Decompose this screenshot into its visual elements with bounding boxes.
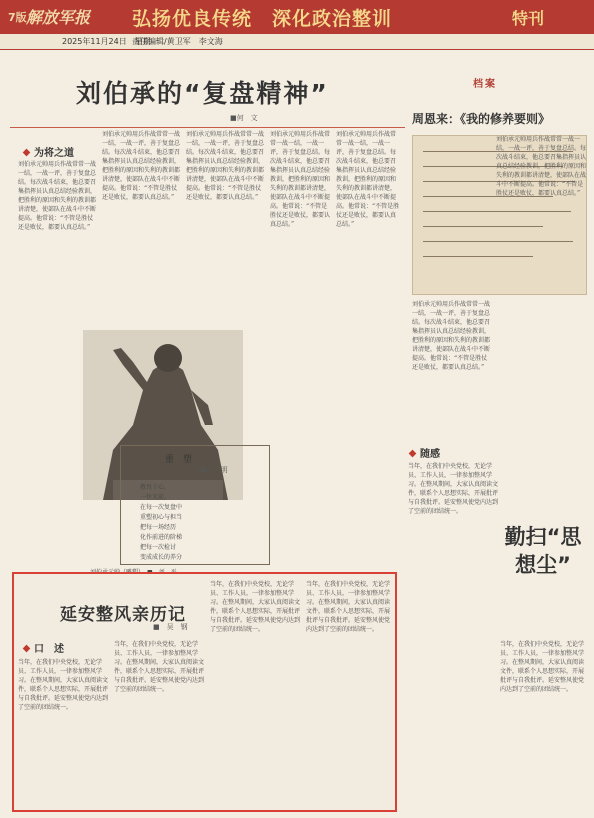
highlight-article-author: ■ 吴 钢 <box>153 623 188 631</box>
essay-body: 当年，在我们中央党校，无论学员、工作人员，一律参加整风学习。在整风期间，大家认真阅读文件，联系个人思想实际，开展批评与自我批评。延安整风使党内达到了空前的团结统一。 <box>408 463 499 515</box>
poem-line: 把每一次检讨 <box>140 544 177 551</box>
main-article-body-col1: 刘伯承元帅用兵作战常常一战一结，一战一评，善于复盘总结。每次战斗结束，他总要召集指挥员认真总结经验教训，把胜利的原因和失利的教训都讲清楚，使部队在战斗中不断提高。他常说：“不管是胜仗还是败仗，都要认真总结。” <box>18 161 97 231</box>
paper-name: 解放军报 <box>26 8 91 27</box>
editor-line: 责任编辑/黄卫军 李文海 <box>132 37 223 46</box>
highlight-body-col1: 当年，在我们中央党校，无论学员、工作人员，一律参加整风学习。在整风期间，大家认真阅读文件，联系个人思想实际，开展批评与自我批评。延安整风使党内达到了空前的团结统一。 <box>18 659 109 711</box>
poem-author: ■宁 明 <box>200 466 228 474</box>
poem-line: 在每一次复盘中 <box>140 504 183 511</box>
main-article-body-col2: 刘伯承元帅用兵作战常常一战一结，一战一评，善于复盘总结。每次战斗结束，他总要召集指挥员认真总结经验教训，把胜利的原因和失利的教训都讲清楚，使部队在战斗中不断提高。他常说：“不管是胜仗还是败仗，都要认真总结。” <box>102 131 181 201</box>
highlight-article-title: 延安整风亲历记 <box>60 605 186 625</box>
essay-title: 勤扫“思想尘” <box>504 525 582 577</box>
main-section-heading: 为将之道 <box>22 144 74 159</box>
highlight-body-col3: 当年，在我们中央党校，无论学员、工作人员，一律参加整风学习。在整风期间，大家认真阅读文件，联系个人思想实际，开展批评与自我批评。延安整风使党内达到了空前的团结统一。 <box>210 581 301 633</box>
poem-line: 敬畏于心， <box>140 484 171 491</box>
masthead-slogan: 弘扬优良传统 深化政治整训 <box>132 8 393 30</box>
poem-line: 重塑初心与担当 <box>140 514 183 521</box>
masthead <box>0 0 594 34</box>
highlight-body-col4: 当年，在我们中央党校，无论学员、工作人员，一律参加整风学习。在整风期间，大家认真阅读文件，联系个人思想实际，开展批评与自我批评。延安整风使党内达到了空前的团结统一。 <box>306 581 391 633</box>
page-number: 7版 <box>8 11 27 24</box>
right-article-title: 周恩来：《我的修养要则》 <box>412 112 551 126</box>
special-label: 特刊 <box>512 9 545 28</box>
highlight-section-heading: 口 述 <box>22 640 64 655</box>
poem-line: 化作前进的阶梯 <box>140 534 183 541</box>
right-article-body-2: 刘伯承元帅用兵作战常常一战一结，一战一评，善于复盘总结。每次战斗结束，他总要召集指挥员认真总结经验教训，把胜利的原因和失利的教训都讲清楚，使部队在战斗中不断提高。他常说：“不管是胜仗还是败仗，都要认真总结。” <box>412 301 491 371</box>
main-article-body-col4: 刘伯承元帅用兵作战常常一战一结，一战一评，善于复盘总结。每次战斗结束，他总要召集指挥员认真总结经验教训，把胜利的原因和失利的教训都讲清楚，使部队在战斗中不断提高。他常说：“不管是胜仗还是败仗，都要认真总结。” <box>270 131 331 228</box>
highlight-body-col2: 当年，在我们中央党校，无论学员、工作人员，一律参加整风学习。在整风期间，大家认真阅读文件，联系个人思想实际，开展批评与自我批评。延安整风使党内达到了空前的团结统一。 <box>114 641 205 693</box>
main-article-body-col3: 刘伯承元帅用兵作战常常一战一结，一战一评，善于复盘总结。每次战斗结束，他总要召集指挥员认真总结经验教训，把胜利的原因和失利的教训都讲清楚，使部队在战斗中不断提高。他常说：“不管是胜仗还是败仗，都要认真总结。” <box>186 131 265 201</box>
poem-lines <box>140 483 268 563</box>
poem-line: 把每一场经历 <box>140 524 177 531</box>
poem-line: 变成成长的养分 <box>140 554 183 561</box>
divider <box>10 127 405 128</box>
main-article-author: ■何 文 <box>230 114 258 122</box>
issue-date: 2025年11月24日 星期一 <box>62 37 159 46</box>
subheader <box>0 34 594 50</box>
main-article-title: 刘伯承的“复盘精神” <box>76 79 329 108</box>
archive-tag: 档案 <box>473 79 497 90</box>
essay-tag: 随感 <box>408 445 440 460</box>
poem-line: 一往无前， <box>140 494 171 501</box>
poem-title: 重 塑 <box>165 455 193 465</box>
essay-body-2: 当年，在我们中央党校，无论学员、工作人员，一律参加整风学习。在整风期间，大家认真阅读文件，联系个人思想实际，开展批评与自我批评。延安整风使党内达到了空前的团结统一。 <box>500 641 585 693</box>
right-article-body: 刘伯承元帅用兵作战常常一战一结，一战一评，善于复盘总结。每次战斗结束，他总要召集指挥员认真总结经验教训，把胜利的原因和失利的教训都讲清楚，使部队在战斗中不断提高。他常说：“不管是胜仗还是败仗，都要认真总结。” <box>496 136 587 197</box>
main-article-body-col5: 刘伯承元帅用兵作战常常一战一结，一战一评，善于复盘总结。每次战斗结束，他总要召集指挥员认真总结经验教训，把胜利的原因和失利的教训都讲清楚，使部队在战斗中不断提高。他常说：“不管是胜仗还是败仗，都要认真总结。” <box>336 131 400 228</box>
